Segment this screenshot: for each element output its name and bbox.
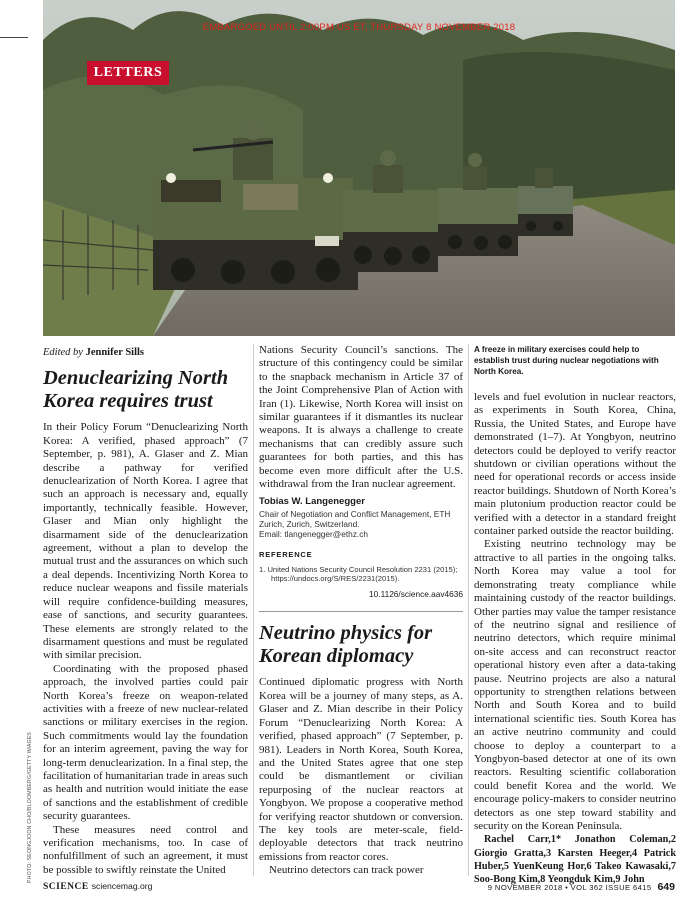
letter1-author: Tobias W. Langenegger bbox=[259, 496, 365, 508]
letter1-doi[interactable]: 10.1126/science.aav4636 bbox=[369, 589, 463, 600]
photo-credit bbox=[24, 716, 36, 886]
column-rule bbox=[253, 344, 254, 876]
armored-vehicles-photo bbox=[43, 0, 675, 336]
hero-photo bbox=[43, 0, 675, 336]
column-2 bbox=[259, 344, 463, 878]
column-rule bbox=[468, 344, 469, 876]
magazine-site[interactable]: sciencemag.org bbox=[91, 881, 153, 891]
crop-mark bbox=[0, 37, 28, 38]
letter2-authors: Rachel Carr,1* Jonathon Coleman,2 Giorgio Gratta,3 Karsten Heeger,4 Patrick Huber,5 YuenKeung Hor,6 Takeo Kawasaki,7 Soo-Bong Kim,8 Yeongduk Kim,9 John bbox=[474, 834, 676, 886]
footer-left bbox=[43, 881, 152, 892]
letter1-paragraph: Coordinating with the proposed phased approach, the involved parties could pair North Korea’s freeze on weapon-related activities with a freeze of new nuclear-related sanctions or military exercises in the region. Such commitments would lay the foundation for an interim agreement, paving the way for long-term denuclearization. In a final step, the facilitation of humanitarian trade in areas such as health and nutrition would initiate the ease of sanctions and the establishment of credible security guarantees. bbox=[43, 662, 248, 823]
letter2-paragraph: Neutrino detectors can track power bbox=[269, 864, 424, 877]
magazine-name: SCIENCE bbox=[43, 882, 89, 892]
letter1-email[interactable]: Email: tlangenegger@ethz.ch bbox=[259, 529, 368, 540]
column-1 bbox=[43, 344, 248, 877]
embargo-notice: EMBARGOED UNTIL 2:00PM US ET, THURSDAY 8 NOVEMBER 2018 bbox=[202, 22, 516, 33]
editor-credit bbox=[43, 346, 248, 359]
page-number: 649 bbox=[657, 881, 675, 893]
letter1-title: Denuclearizing North Korea requires trust bbox=[43, 367, 229, 413]
section-label: LETTERS bbox=[87, 61, 169, 85]
page-footer bbox=[43, 881, 675, 895]
letter2-paragraph: Continued diplomatic progress with North Korea will be a journey of many steps, as A. Glaser and Z. Mian describe in their Policy Forum “Denuclearizing North Korea: A verified, phased approach” (7 September, p. 981). Leaders in North Korea, South Korea, and the United States agree that one step could be dismantlement or civilian repurposing of the nuclear reactors at Yongbyon. We propose a cooperative method for verifying reactor shutdown or conversion. The key tools are meter-scale, field-deployable detectors that track neutrino emissions from reactor cores. bbox=[259, 676, 463, 863]
editor-name: Jennifer Sills bbox=[85, 347, 145, 358]
letter2-paragraph: Existing neutrino technology may be attractive to all parties in the ongoing talks. North Korea may value a tool for demonstrating treaty compliance while maintaining custody of the reactor buildings. Other parties may value the tamper resistance of the neutrino signal and resilience of neutrino detectors, which require minimal on-site access and can reconstruct reactor operational history even after a data-taking pause. Neutrino projects are also a natural opportunity to strengthen relations between North and South Korea and to build international scientific ties. South Korea has an active neutrino community and could choose to deploy a counterpart to a Yongbyon-based detector at one of its own reactors. Resulting scientific collaboration could benefit Korea and the world. We encourage policy-makers to consider neutrino detectors as one step toward stability and security on the Korean Peninsula. bbox=[474, 538, 676, 832]
editor-prefix: Edited by bbox=[43, 347, 83, 358]
letter1-paragraph: In their Policy Forum “Denuclearizing North Korea: A verified, phased approach” (7 September, p. 981), A. Glaser and Z. Mian describe a pathway for verified denuclearization of North Korea. I agree that such an approach is necessary and, equally importantly, technically feasible. However, Glaser and Mian only highlight the disarmament side of the denuclearization agreement, without a plan to develop the mutual trust and the assurances on which such a deal depends. Incentivizing North Korea to reduce nuclear weapons and fissile materials will require confidence-building measures, ease of sanctions, and security guarantees. These elements are strongly related to the disarmament questions and must be regulated with similar precision. bbox=[43, 421, 248, 662]
photo-caption: A freeze in military exercises could help to establish trust during nuclear negotiations with North Korea. bbox=[474, 345, 659, 376]
reference-item[interactable]: 1. United Nations Security Council Resolution 2231 (2015); https://undocs.org/S/RES/2231(2015). bbox=[259, 564, 458, 584]
letter-divider bbox=[259, 611, 463, 612]
references-heading: REFERENCE bbox=[259, 550, 313, 560]
letter1-paragraph: Nations Security Council’s sanctions. The structure of this contingency could be similar to the snapback mechanism in Article 37 of the Joint Comprehensive Plan of Action with Iran (1). Likewise, North Korea will insist on similar guarantees if it dismantles its nuclear weapons. It is always a challenge to create mechanisms that can credibly assure such guarantees for both parties, and this has become even more difficult after the U.S. withdrawal from the Iran nuclear agreement. bbox=[259, 344, 463, 491]
photo-credit-text: PHOTO: SEONGJOON CHO/BLOOMBERG/GETTY IMAGES bbox=[27, 731, 33, 883]
column-3 bbox=[474, 344, 676, 886]
letter1-affiliation: Chair of Negotiation and Conflict Management, ETH Zurich, Zurich, Switzerland. bbox=[259, 508, 451, 530]
letter2-title: Neutrino physics for Korean diplomacy bbox=[259, 622, 433, 668]
issue-info: 9 NOVEMBER 2018 • VOL 362 ISSUE 6415 bbox=[487, 883, 652, 892]
letter2-paragraph: levels and fuel evolution in nuclear reactors, as experiments in South Korea, China, Russia, the United States, and Europe have demonstrated (1–7). At Yongbyon, neutrino detectors could be deployed to verify reactor shutdown or civilian operations without the need for operational records or access inside reactor buildings. Shutdown of North Korea’s main plutonium production reactor could be verified with a detector in a standard freight container parked outside the reactor building. bbox=[474, 391, 676, 538]
footer-right bbox=[488, 881, 675, 893]
letter1-paragraph: These measures need control and verification mechanisms, too. In case of nonfulfillment of such an agreement, it must be possible to swiftly reinstate the United bbox=[43, 823, 248, 876]
